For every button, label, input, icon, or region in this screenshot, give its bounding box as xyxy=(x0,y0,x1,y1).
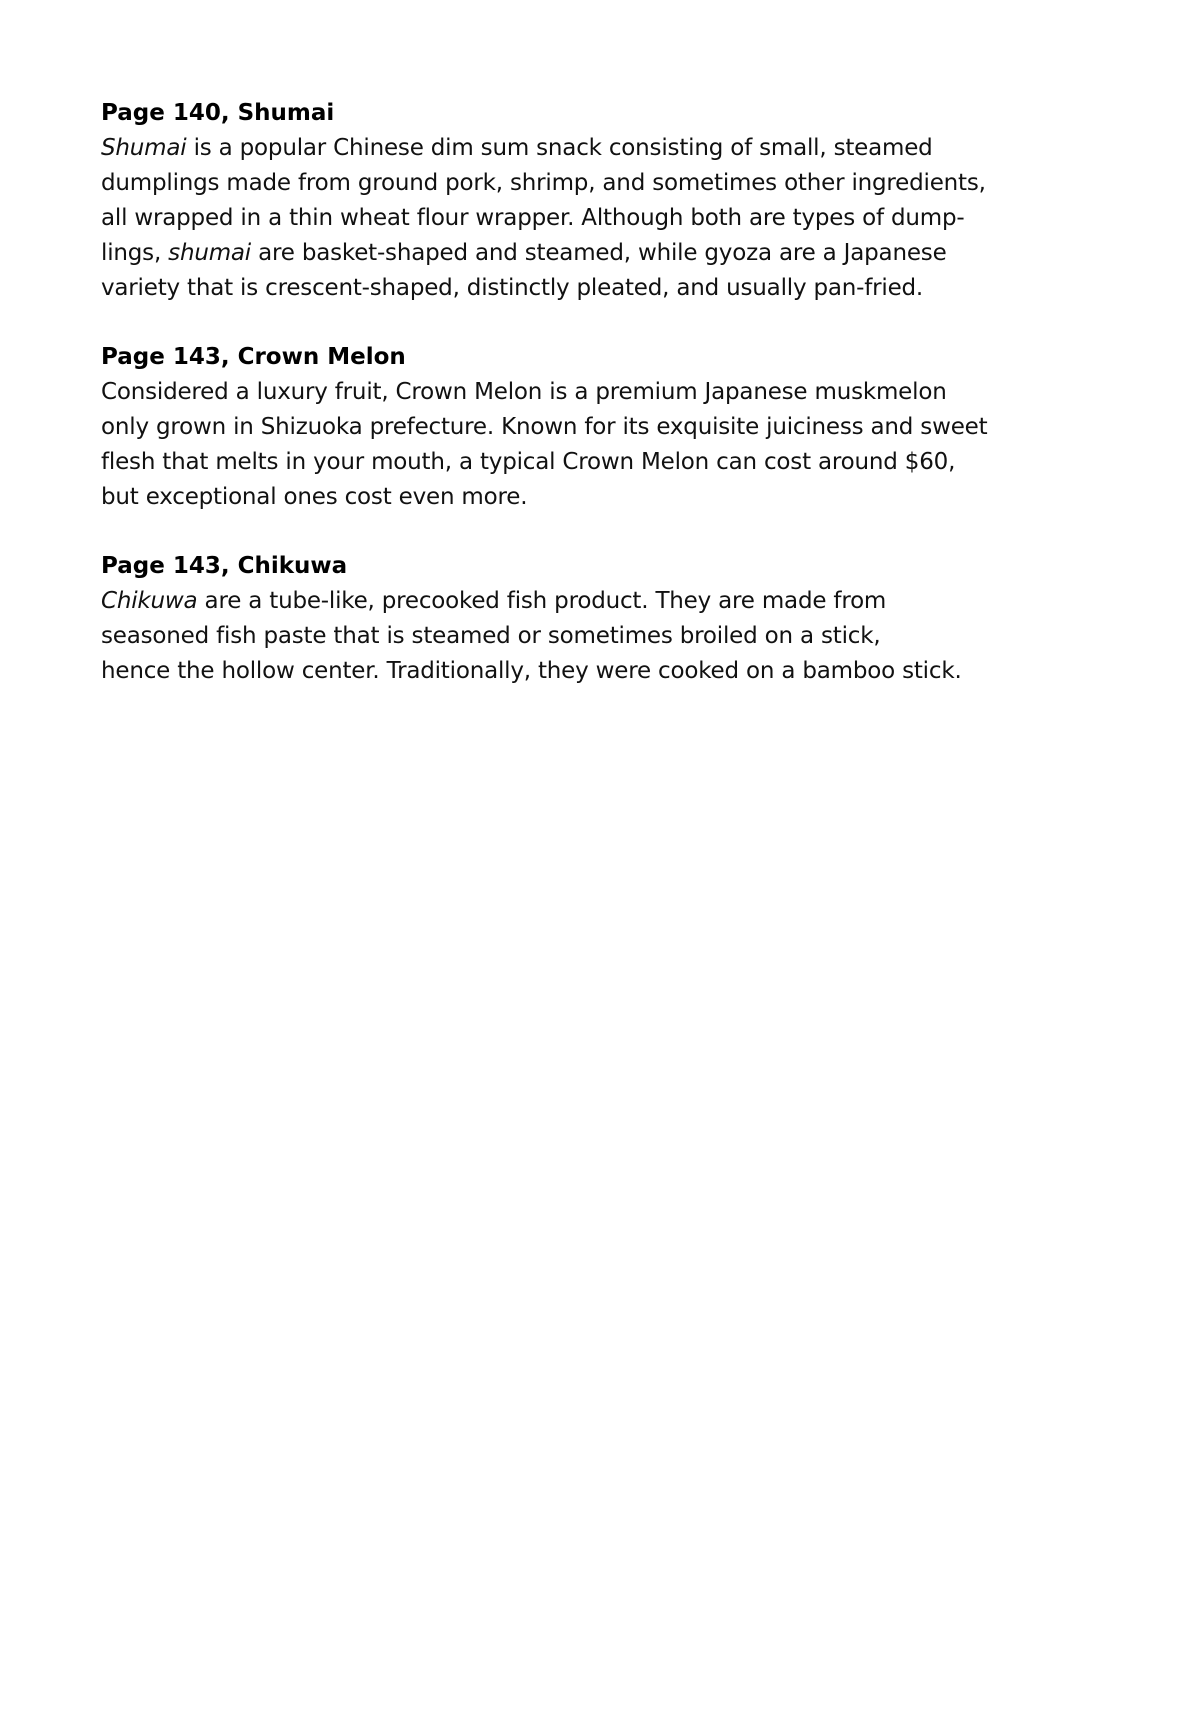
body-line xyxy=(101,654,1121,689)
body-text: but exceptional ones cost even more. xyxy=(101,484,528,510)
body-line xyxy=(101,271,1121,306)
body-line xyxy=(101,236,1121,271)
body-text: lings, xyxy=(101,240,169,266)
document-page xyxy=(101,96,1121,723)
entry-body xyxy=(101,131,1121,306)
entry-body xyxy=(101,584,1121,689)
body-text: only grown in Shizuoka prefecture. Known for its exquisite juiciness and sweet xyxy=(101,414,988,440)
body-line xyxy=(101,584,1121,619)
entry-heading: Page 140, Shumai xyxy=(101,100,335,126)
body-line xyxy=(101,166,1121,201)
body-text: flesh that melts in your mouth, a typical Crown Melon can cost around $60, xyxy=(101,449,956,475)
italic-term: Chikuwa xyxy=(101,588,198,614)
body-line xyxy=(101,375,1121,410)
body-line xyxy=(101,619,1121,654)
body-text: variety that is crescent-shaped, distinctly pleated, and usually pan-fried. xyxy=(101,275,924,301)
body-text: all wrapped in a thin wheat flour wrapper. Although both are types of dump- xyxy=(101,205,965,231)
entry-body xyxy=(101,375,1121,515)
body-text: is a popular Chinese dim sum snack consisting of small, steamed xyxy=(186,135,933,161)
body-line xyxy=(101,480,1121,515)
body-line xyxy=(101,201,1121,236)
entry-heading: Page 143, Crown Melon xyxy=(101,344,406,370)
body-line xyxy=(101,445,1121,480)
entry-chikuwa xyxy=(101,549,1121,689)
body-line xyxy=(101,131,1121,166)
italic-term: Shumai xyxy=(101,135,187,161)
body-text: dumplings made from ground pork, shrimp, and sometimes other ingredients, xyxy=(101,170,986,196)
body-text: Considered a luxury fruit, Crown Melon is a premium Japanese muskmelon xyxy=(101,379,947,405)
entry-shumai xyxy=(101,96,1121,306)
entry-crown-melon xyxy=(101,340,1121,515)
body-text: hence the hollow center. Traditionally, they were cooked on a bamboo stick. xyxy=(101,658,962,684)
body-text: seasoned fish paste that is steamed or sometimes broiled on a stick, xyxy=(101,623,881,649)
body-text: are basket-shaped and steamed, while gyoza are a Japanese xyxy=(251,240,947,266)
entry-heading: Page 143, Chikuwa xyxy=(101,553,348,579)
italic-term: shumai xyxy=(168,240,251,266)
body-text: are a tube-like, precooked fish product. They are made from xyxy=(197,588,887,614)
body-line xyxy=(101,410,1121,445)
